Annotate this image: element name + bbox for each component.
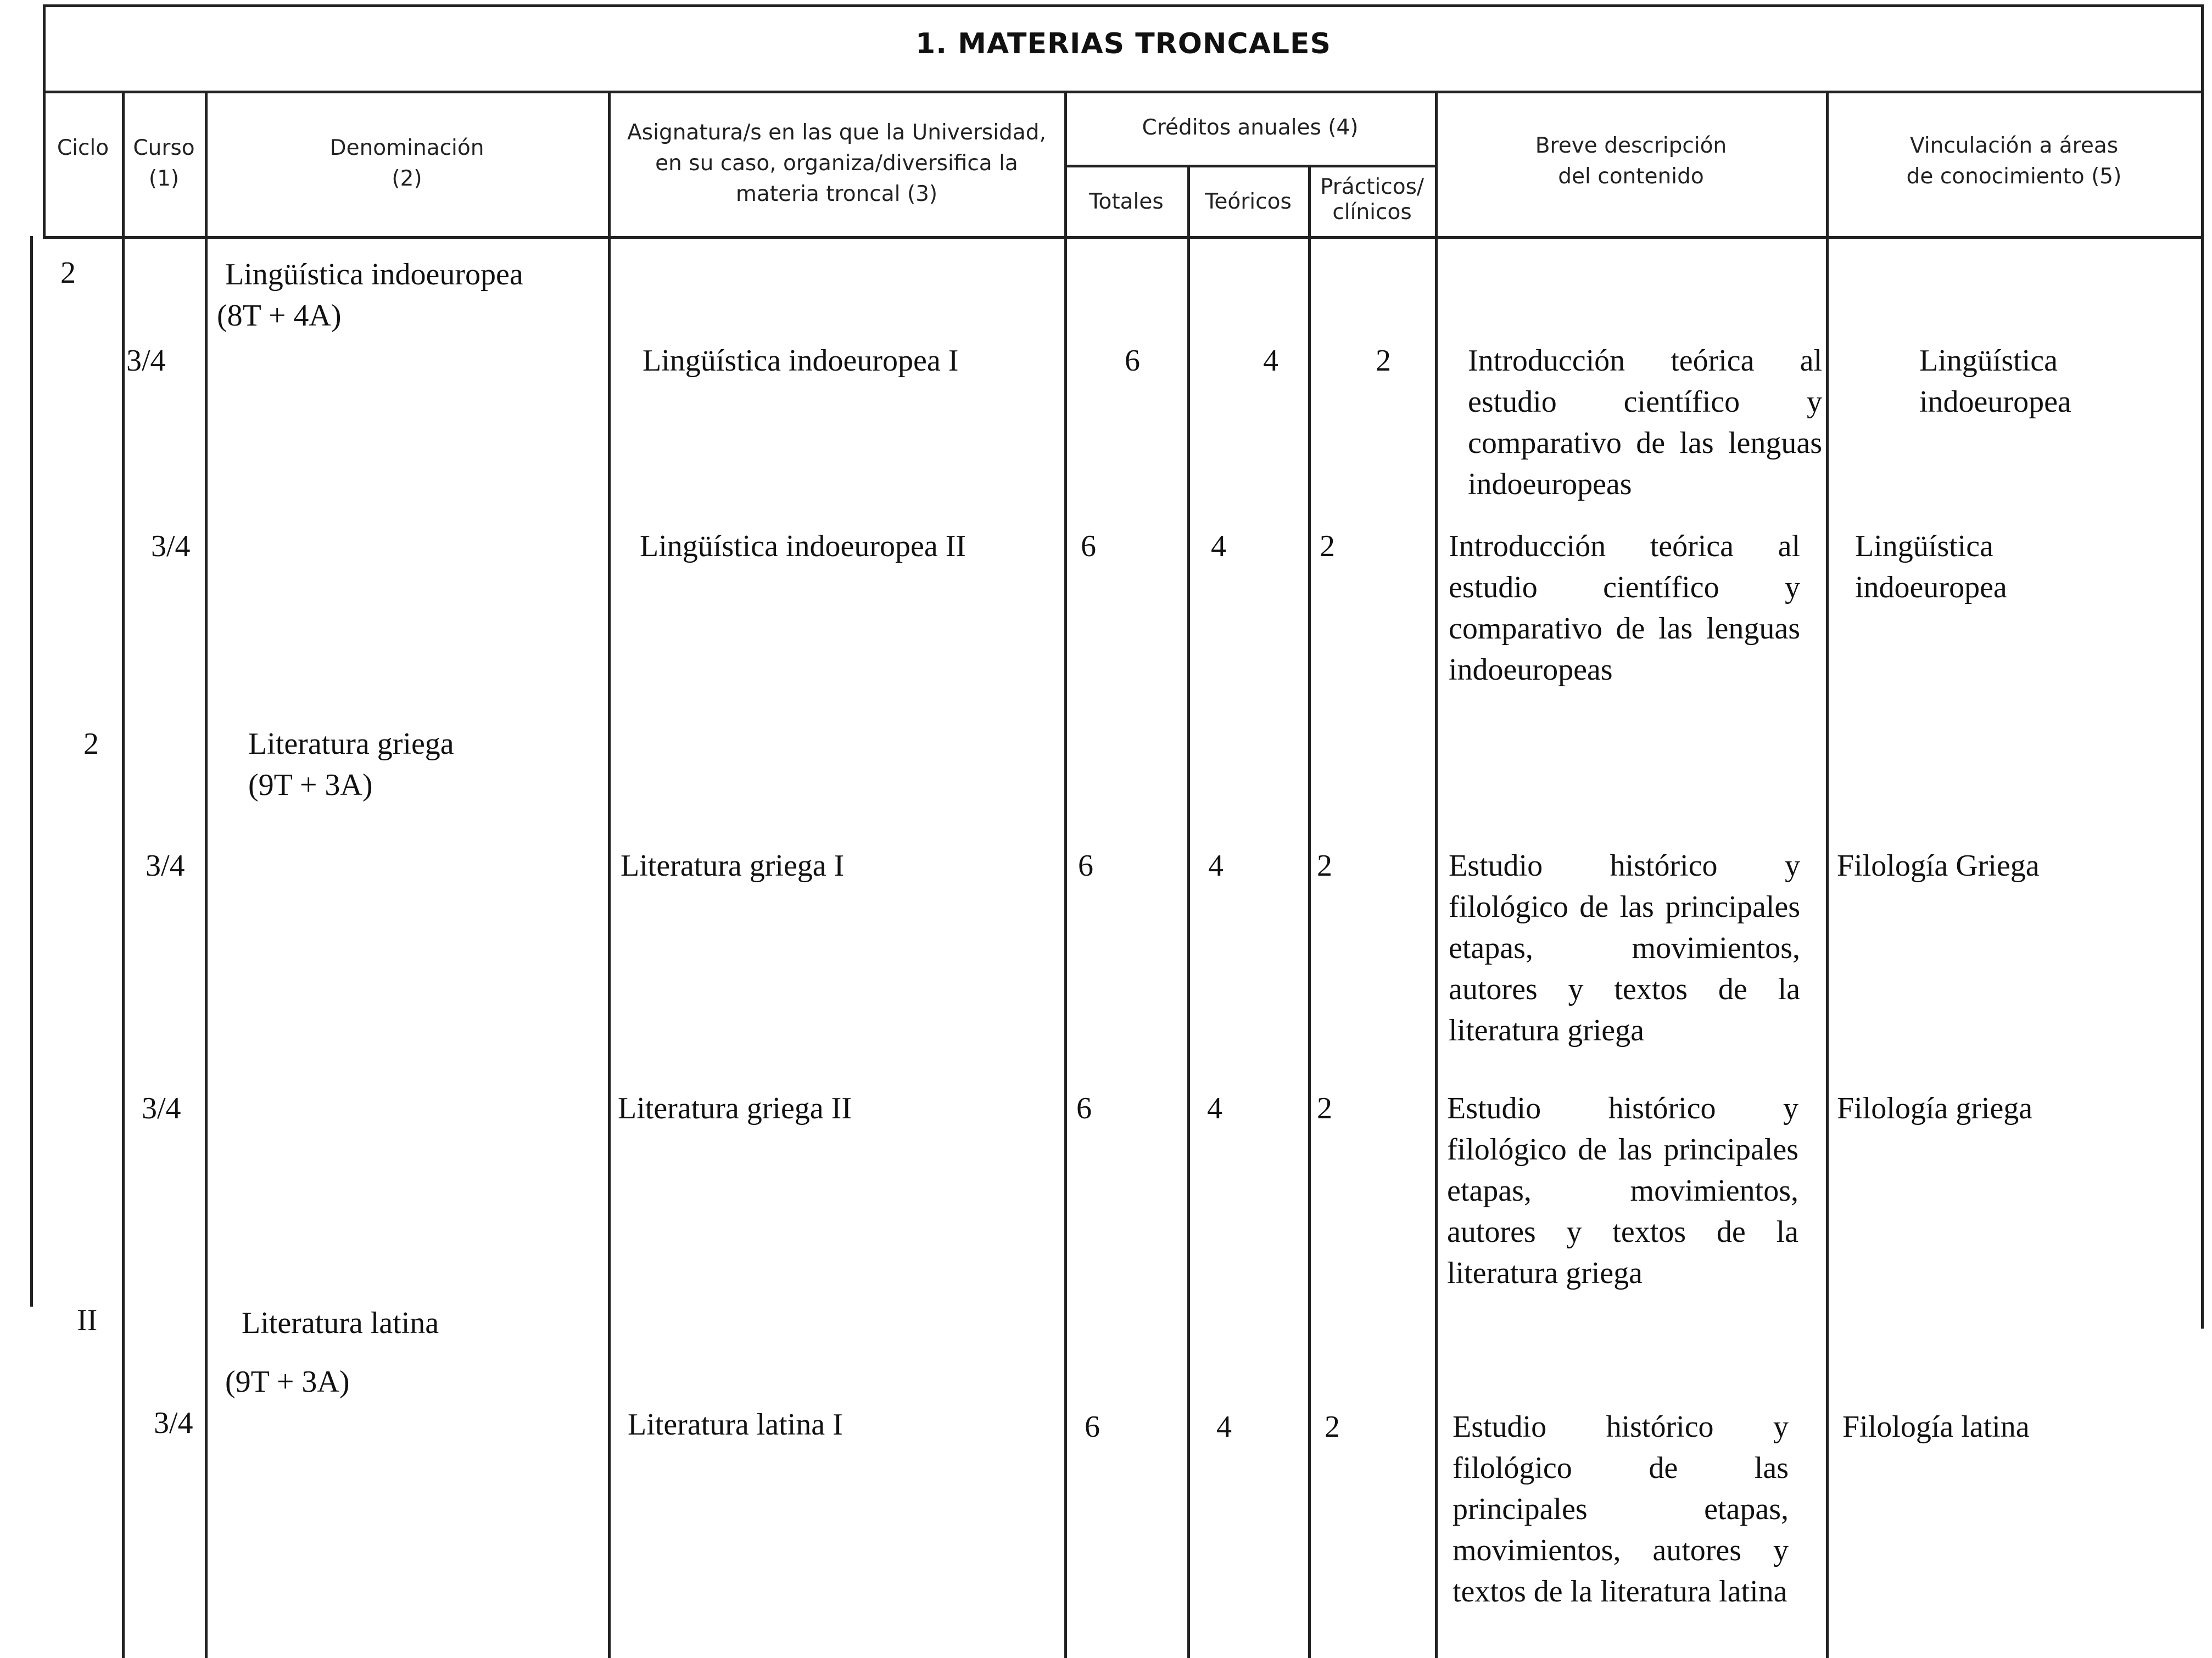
row-1-vinculacion: Lingüística indoeuropea	[1919, 344, 2071, 419]
group-1-creditos-text: (8T + 4A)	[217, 299, 342, 333]
row-5-totales: 6	[1085, 1410, 1100, 1444]
row-1-practicos: 2	[1376, 344, 1391, 378]
row-4-practicos: 2	[1317, 1091, 1332, 1125]
row-2-descripcion: Introducción teórica al estudio científico y comparativo de las lenguas indoeuropeas	[1449, 529, 1800, 687]
row-2-curso: 3/4	[151, 529, 191, 563]
row-2-teoricos: 4	[1211, 529, 1226, 563]
row-1-descripcion: Introducción teórica al estudio científico y comparativo de las lenguas indoeuropeas	[1468, 344, 1822, 501]
column-divider-ciclo-left	[30, 236, 33, 1307]
row-5-practicos: 2	[1325, 1410, 1340, 1444]
header-ciclo: Ciclo	[57, 136, 109, 160]
row-1-curso: 3/4	[126, 344, 166, 378]
table-title: 1. MATERIAS TRONCALES	[915, 27, 1331, 60]
header-teoricos: Teóricos	[1205, 189, 1292, 214]
table-top-border	[43, 4, 2204, 7]
row-2-totales: 6	[1081, 529, 1096, 563]
row-5-curso: 3/4	[154, 1406, 193, 1440]
row-3-asignatura: Literatura griega I	[621, 849, 845, 883]
row-3-vinculacion: Filología Griega	[1837, 849, 2040, 883]
group-2-denominacion: Literatura griega	[248, 727, 454, 761]
row-2-asignatura: Lingüística indoeuropea II	[640, 529, 967, 563]
group-3-denominacion: Literatura latina	[242, 1306, 439, 1340]
row-3-descripcion: Estudio histórico y filológico de las principales etapas, movimientos, autores y textos de la literatura griega	[1449, 849, 1800, 1048]
row-2-vinculacion: Lingüística indoeuropea	[1855, 529, 2007, 604]
header-vinculacion: Vinculación a áreas de conocimiento (5)	[1906, 133, 2122, 189]
header-creditos-anuales: Créditos anuales (4)	[1142, 115, 1359, 140]
group-2-ciclo: 2	[83, 727, 99, 761]
column-divider-descripcion-vinculacion	[1826, 91, 1829, 1658]
row-5-vinculacion: Filología latina	[1842, 1410, 2030, 1444]
header-curso: Curso (1)	[133, 136, 195, 191]
group-1-denominacion: Lingüística indoeuropea	[225, 257, 523, 292]
column-divider-curso-denominacion	[205, 91, 208, 1658]
row-4-totales: 6	[1076, 1091, 1092, 1125]
row-3-practicos: 2	[1317, 849, 1332, 883]
row-1-teoricos: 4	[1263, 344, 1278, 378]
header-practicos: Prácticos/ clínicos	[1320, 175, 1425, 225]
row-3-totales: 6	[1078, 849, 1093, 883]
header-descripcion: Breve descripción del contenido	[1535, 133, 1727, 189]
group-3-ciclo: II	[77, 1303, 98, 1337]
title-bottom-border	[43, 91, 2204, 93]
column-divider-teoricos-practicos	[1308, 165, 1311, 1658]
row-3-teoricos: 4	[1208, 849, 1224, 883]
row-5-asignatura: Literatura latina I	[628, 1408, 843, 1442]
group-2-creditos-text: (9T + 3A)	[248, 768, 373, 802]
row-4-asignatura: Literatura griega II	[618, 1091, 852, 1125]
row-1-totales: 6	[1125, 344, 1140, 378]
credits-subheader-divider	[1065, 165, 1438, 167]
column-divider-totales-teoricos	[1187, 165, 1190, 1658]
column-divider-denominacion-asignatura	[608, 91, 611, 1658]
row-4-curso: 3/4	[142, 1091, 181, 1125]
group-3-creditos-text: (9T + 3A)	[225, 1365, 350, 1399]
header-totales: Totales	[1089, 189, 1164, 214]
row-5-teoricos: 4	[1216, 1410, 1232, 1444]
column-divider-asignatura-totales	[1064, 91, 1067, 1658]
row-1-asignatura: Lingüística indoeuropea I	[643, 344, 959, 378]
row-5-descripcion: Estudio histórico y filológico de las principales etapas, movimientos, autores y textos de la literatura latina	[1453, 1410, 1789, 1609]
column-divider-ciclo-curso	[122, 91, 125, 1658]
row-4-teoricos: 4	[1207, 1091, 1222, 1125]
table-right-border	[2201, 4, 2204, 1329]
header-asignaturas: Asignatura/s en las que la Universidad, en su caso, organiza/diversifica la materia troncal (3)	[627, 120, 1046, 206]
row-2-practicos: 2	[1320, 529, 1335, 563]
header-denominacion: Denominación (2)	[329, 136, 484, 191]
row-3-curso: 3/4	[146, 849, 185, 883]
group-1-ciclo: 2	[60, 256, 76, 290]
row-4-descripcion: Estudio histórico y filológico de las principales etapas, movimientos, autores y textos de la literatura griega	[1447, 1091, 1798, 1290]
row-4-vinculacion: Filología griega	[1837, 1091, 2033, 1125]
column-divider-practicos-descripcion	[1435, 91, 1438, 1658]
header-bottom-border	[43, 236, 2204, 239]
